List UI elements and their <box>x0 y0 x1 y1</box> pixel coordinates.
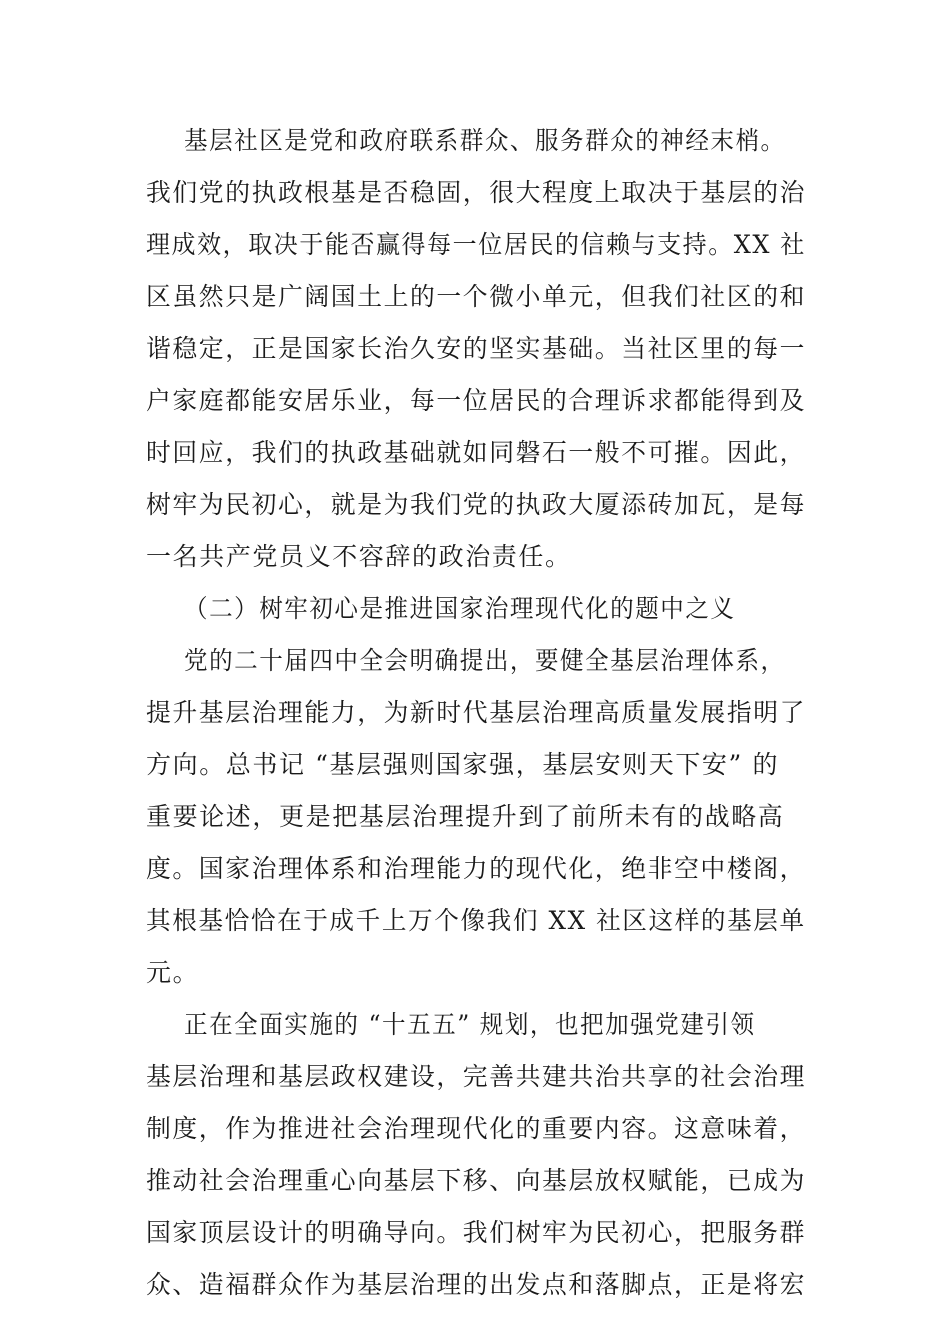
paragraph-1-line-8: 树牢为民初心，就是为我们党的执政大厦添砖加瓦，是每 <box>146 490 807 519</box>
paragraph-1-line-1: 基层社区是党和政府联系群众、服务群众的神经末梢。 <box>184 126 786 155</box>
paragraph-1-line-5: 谐稳定，正是国家长治久安的坚实基础。当社区里的每一 <box>146 334 807 363</box>
paragraph-2-line-5: 度。国家治理体系和治理能力的现代化，绝非空中楼阁， <box>146 854 807 883</box>
paragraph-1-line-9: 一名共产党员义不容辞的政治责任。 <box>146 542 572 571</box>
paragraph-1-line-7: 时回应，我们的执政基础就如同磐石一般不可摧。因此， <box>146 438 807 467</box>
paragraph-3-line-6: 众、造福群众作为基层治理的出发点和落脚点，正是将宏 <box>146 1270 807 1299</box>
paragraph-3-line-5: 国家顶层设计的明确导向。我们树牢为民初心，把服务群 <box>146 1218 807 1247</box>
paragraph-3-line-1: 正在全面实施的 “十五五” 规划，也把加强党建引领 <box>184 1010 756 1039</box>
section-heading: （二）树牢初心是推进国家治理现代化的题中之义 <box>184 594 736 623</box>
paragraph-2-line-4: 重要论述，更是把基层治理提升到了前所未有的战略高 <box>146 802 785 831</box>
paragraph-1-line-3: 理成效，取决于能否赢得每一位居民的信赖与支持。XX 社 <box>146 230 806 259</box>
paragraph-2-line-7: 元。 <box>146 958 200 987</box>
paragraph-1-line-2: 我们党的执政根基是否稳固，很大程度上取决于基层的治 <box>146 178 807 207</box>
paragraph-1-line-4: 区虽然只是广阔国土上的一个微小单元，但我们社区的和 <box>146 282 807 311</box>
paragraph-2-line-3: 方向。总书记 “基层强则国家强，基层安则天下安” 的 <box>146 750 780 779</box>
paragraph-3-line-4: 推动社会治理重心向基层下移、向基层放权赋能，已成为 <box>146 1166 807 1195</box>
paragraph-3-line-2: 基层治理和基层政权建设，完善共建共治共享的社会治理 <box>146 1062 807 1091</box>
paragraph-3-line-3: 制度，作为推进社会治理现代化的重要内容。这意味着， <box>146 1114 807 1143</box>
paragraph-2-line-2: 提升基层治理能力，为新时代基层治理高质量发展指明了 <box>146 698 807 727</box>
paragraph-2-line-6: 其根基恰恰在于成千上万个像我们 XX 社区这样的基层单 <box>146 906 806 935</box>
paragraph-2-line-1: 党的二十届四中全会明确提出，要健全基层治理体系， <box>184 646 786 675</box>
paragraph-1-line-6: 户家庭都能安居乐业，每一位居民的合理诉求都能得到及 <box>146 386 807 415</box>
